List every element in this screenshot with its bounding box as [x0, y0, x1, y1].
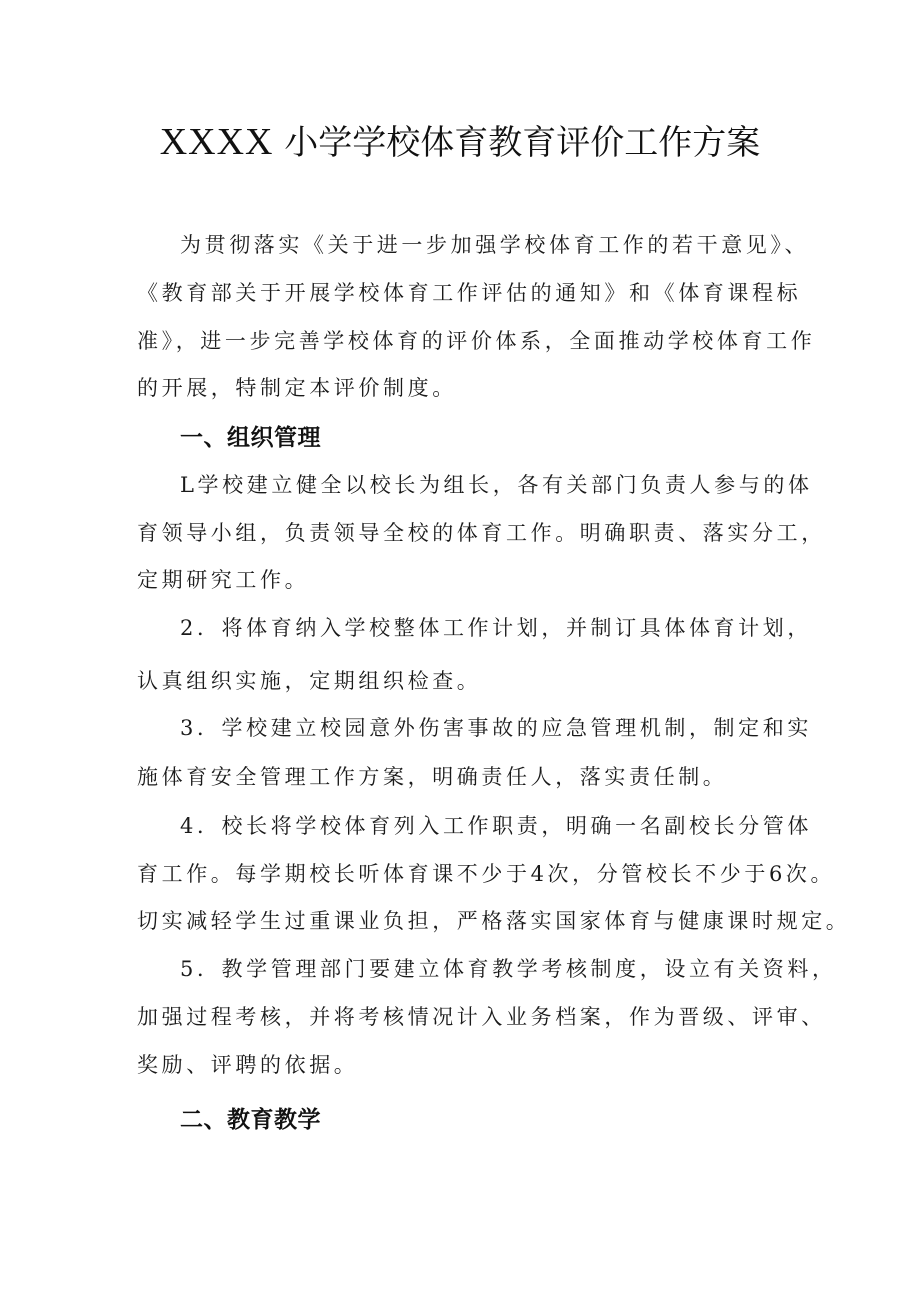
intro-line-2: 《教育部关于开展学校体育工作评估的通知》和《体育课程标	[137, 281, 802, 305]
title-prefix: XXXX	[159, 121, 274, 163]
item-2-line-1: 2．将体育纳入学校整体工作计划，并制订具体体育计划，	[180, 616, 812, 640]
item-3-line-1: 3．学校建立校园意外伤害事故的应急管理机制，制定和实	[180, 716, 812, 740]
item-2-line-2: 认真组织实施，定期组织检查。	[137, 669, 482, 693]
item-5-line-2: 加强过程考核，并将考核情况计入业务档案，作为晋级、评审、	[137, 1005, 826, 1029]
item-5-line-3: 奖励、评聘的依据。	[137, 1053, 359, 1077]
section-heading-teaching: 二、教育教学	[180, 1107, 321, 1133]
item-1-line-3: 定期研究工作。	[137, 568, 310, 592]
item-1-line-1: L学校建立健全以校长为组长，各有关部门负责人参与的体	[180, 473, 813, 497]
item-4-line-2: 育工作。每学期校长听体育课不少于4次，分管校长不少于6次。	[137, 862, 836, 886]
item-1-line-2: 育领导小组，负责领导全校的体育工作。明确职责、落实分工，	[137, 521, 826, 545]
item-3-line-2: 施体育安全管理工作方案，明确责任人，落实责任制。	[137, 765, 728, 789]
document-title	[0, 120, 920, 165]
intro-line-1: 为贯彻落实《关于进一步加强学校体育工作的若干意见》、	[180, 233, 810, 257]
intro-line-3: 准》，进一步完善学校体育的评价体系，全面推动学校体育工作	[137, 329, 816, 353]
section-heading-organization: 一、组织管理	[180, 425, 321, 451]
item-5-line-1: 5．教学管理部门要建立体育教学考核制度，设立有关资料，	[180, 957, 837, 981]
intro-line-4: 的开展，特制定本评价制度。	[137, 376, 457, 400]
item-4-line-1: 4．校长将学校体育列入工作职责，明确一名副校长分管体	[180, 814, 812, 838]
item-4-line-3: 切实减轻学生过重课业负担，严格落实国家体育与健康课时规定。	[137, 909, 851, 933]
title-main: 小学学校体育教育评价工作方案	[284, 123, 761, 163]
